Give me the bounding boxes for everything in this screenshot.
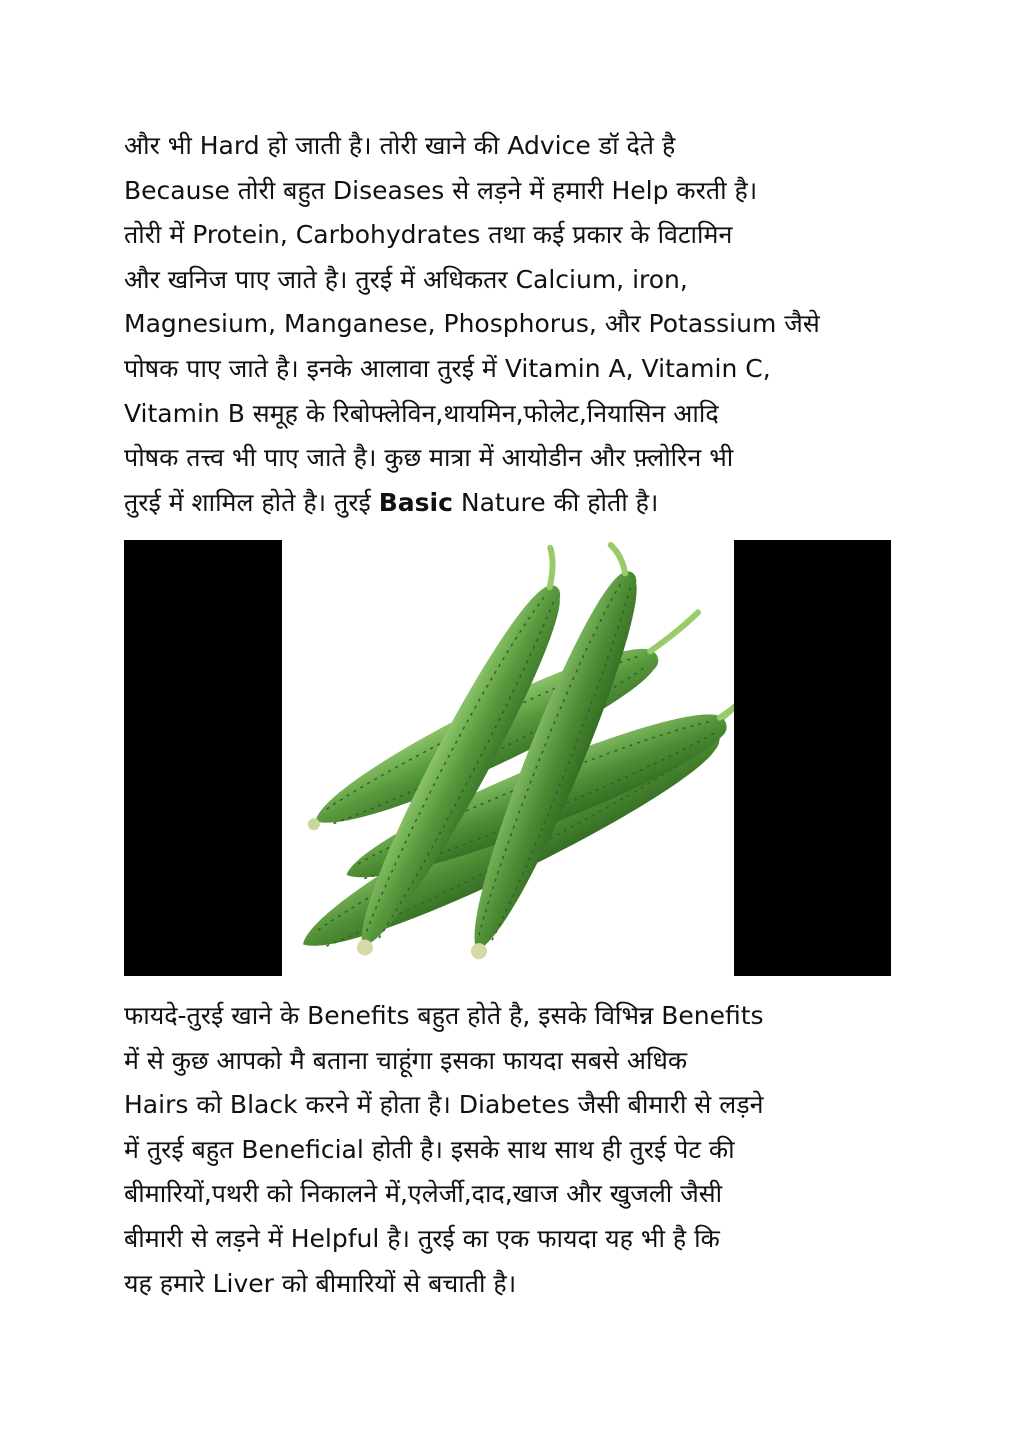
text-line: और भी Hard हो जाती है। तोरी खाने की Advice डॉ देते है: [124, 131, 676, 160]
text-line-last: [124, 481, 904, 526]
paragraph-benefits: [124, 994, 904, 1306]
text-line: बीमारी से लड़ने में Helpful है। तुरई का एक फायदा यह भी है कि: [124, 1223, 720, 1253]
text-line: Magnesium, Manganese, Phosphorus, और Potassium जैसे: [124, 309, 820, 339]
text-line: Vitamin B समूह के रिबोफ्लेविन,थायमिन,फोलेट,नियासिन आदि: [124, 398, 719, 428]
text-line: पोषक तत्त्व भी पाए जाते है। कुछ मात्रा में आयोडीन और फ़्लोरिन भी: [124, 443, 734, 473]
text-run: Nature की होती है।: [452, 487, 659, 517]
ridge-gourd-image: [124, 540, 891, 976]
text-run: तुरई में शामिल होते है। तुरई: [124, 487, 379, 517]
text-line: Because तोरी बहुत Diseases से लड़ने में हमारी Help करती है।: [124, 175, 758, 205]
text-line: में तुरई बहुत Beneficial होती है। इसके साथ साथ ही तुरई पेट की: [124, 1134, 735, 1164]
text-line: पोषक पाए जाते है। इनके आलावा तुरई में Vitamin A, Vitamin C,: [124, 353, 771, 383]
ridge-gourd-illustration: [282, 540, 734, 976]
text-line: तोरी में Protein, Carbohydrates तथा कई प्रकार के विटामिन: [124, 220, 733, 250]
text-line: यह हमारे Liver को बीमारियों से बचाती है।: [124, 1268, 517, 1298]
text-line: और खनिज पाए जाते है। तुरई में अधिकतर Calcium, iron,: [124, 264, 688, 294]
text-line: फायदे-तुरई खाने के Benefits बहुत होते है, इसके विभिन्न Benefits: [124, 1001, 764, 1030]
text-line: Hairs को Black करने में होता है। Diabetes जैसी बीमारी से लड़ने: [124, 1090, 764, 1120]
text-line: बीमारियों,पथरी को निकालने में,एलेर्जी,दाद,खाज और खुजली जैसी: [124, 1179, 723, 1209]
bold-text-basic: Basic: [378, 487, 453, 517]
text-line: में से कुछ आपको मै बताना चाहूंगा इसका फायदा सबसे अधिक: [124, 1045, 688, 1075]
ridge-gourd-photo: [282, 540, 734, 976]
paragraph-nutrition: [124, 124, 904, 525]
